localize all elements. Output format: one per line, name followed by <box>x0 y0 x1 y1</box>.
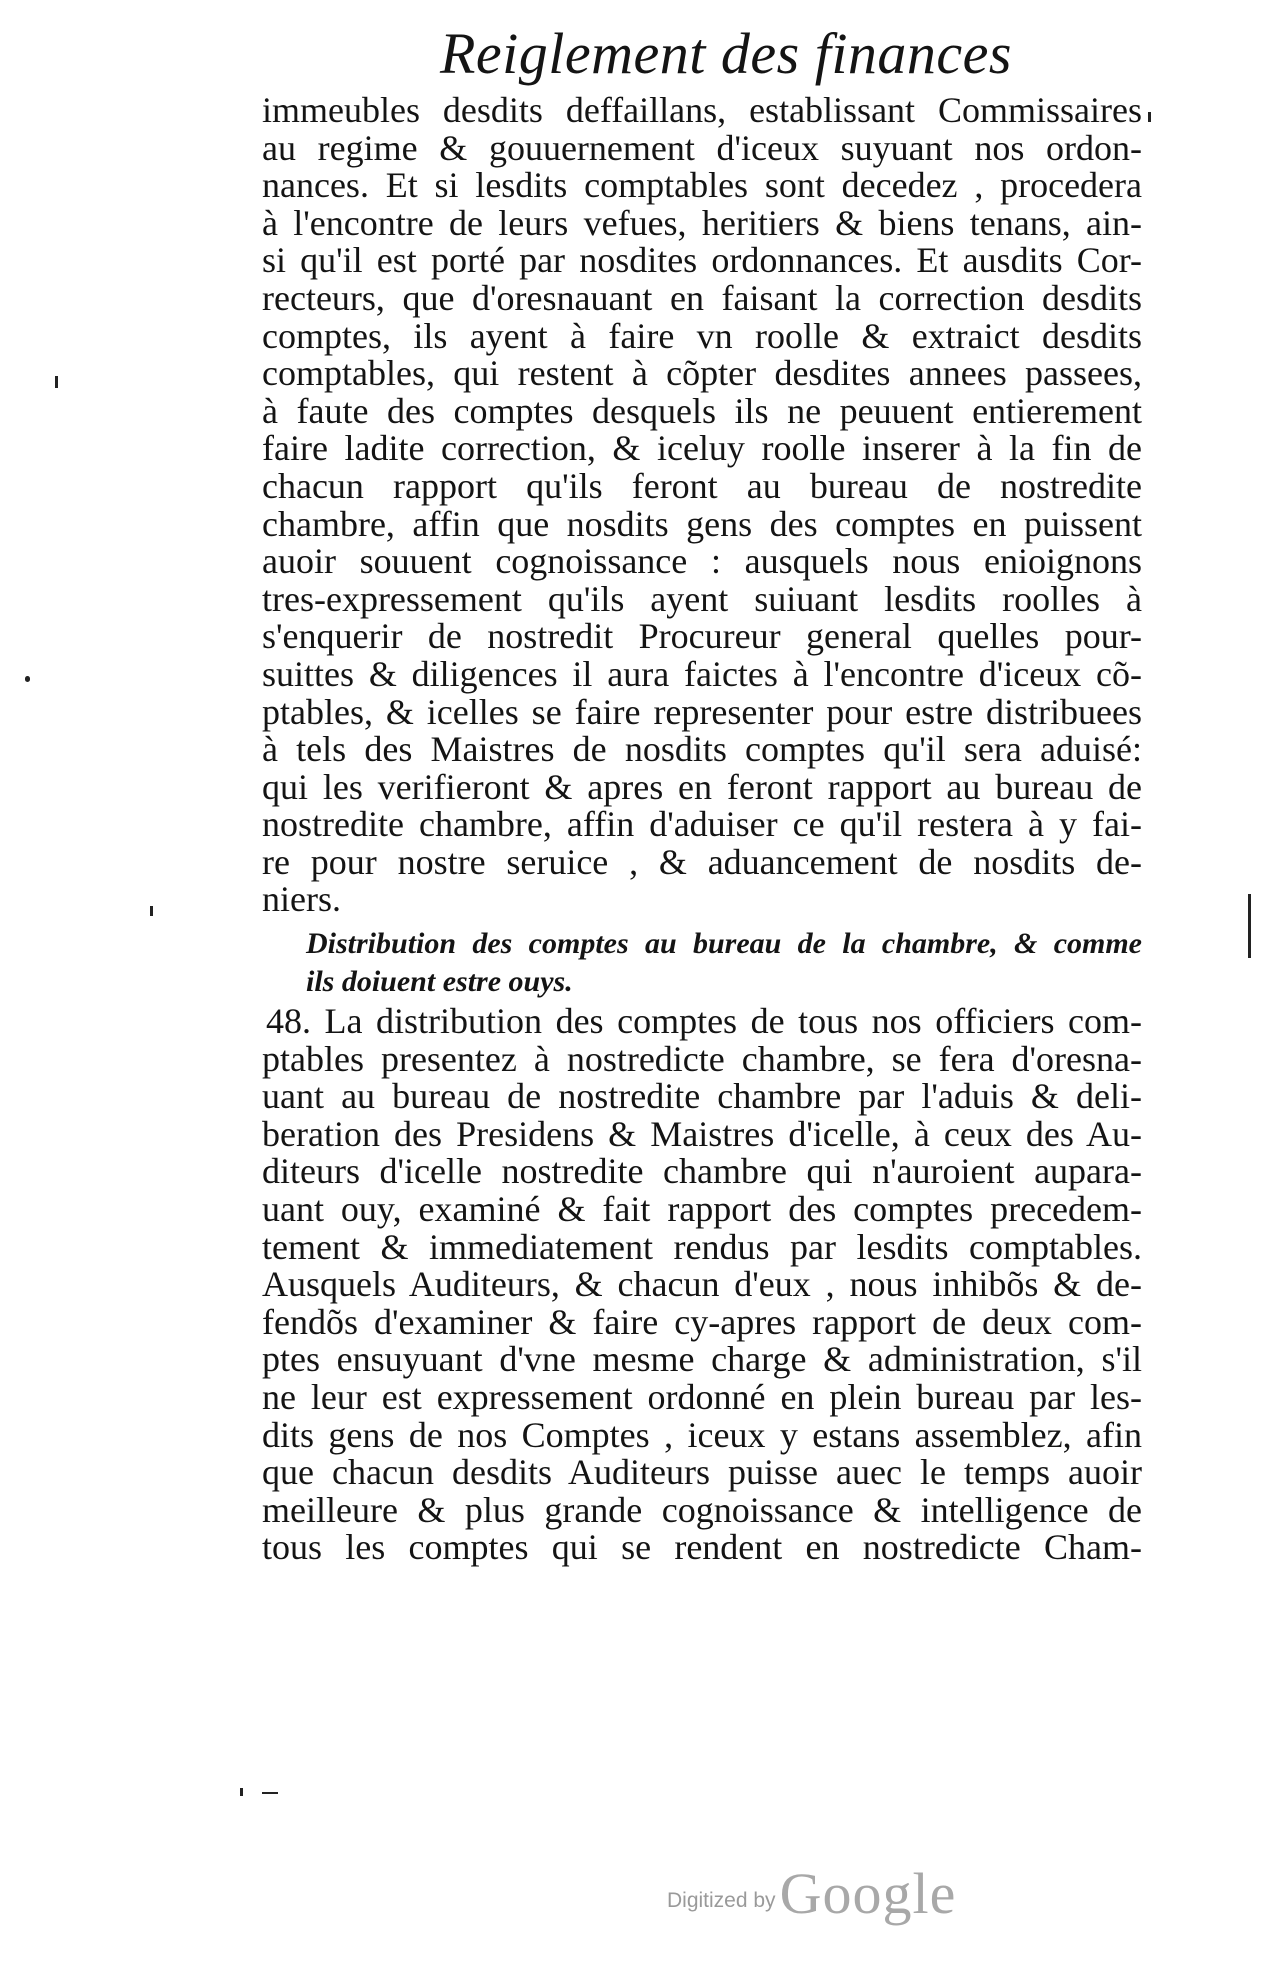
text-line: chambre, affin que nosdits gens des comptes en puissent <box>262 503 1142 544</box>
text-line: meilleure & plus grande cognoissance & intelligence de <box>262 1489 1142 1530</box>
watermark-prefix: Digitized by <box>667 1889 776 1912</box>
body-paragraph <box>262 92 1142 919</box>
text-line: immeubles desdits deffaillans, establissant Commissaires <box>262 90 1142 130</box>
text-line: nostredite chambre, affin d'aduiser ce qu'il restera à y fai- <box>262 804 1142 845</box>
text-line: à tels des Maistres de nosdits comptes qu'il sera aduisé: <box>262 729 1142 770</box>
text-line: au regime & gouuernement d'iceux suyuant nos ordon- <box>262 127 1142 168</box>
margin-speck <box>240 1788 243 1796</box>
watermark-brand: Google <box>779 1861 957 1926</box>
text-line: auoir souuent cognoissance : ausquels nous enioignons <box>262 541 1142 582</box>
heading-line: Distribution des comptes au bureau de la chambre, & comme <box>306 927 1142 961</box>
text-line: à l'encontre de leurs vefues, heritiers & biens tenans, ain- <box>262 202 1142 243</box>
text-line: fendõs d'examiner & faire cy-apres rapport de deux com- <box>262 1301 1142 1342</box>
text-line: ptables presentez à nostredicte chambre, se fera d'oresna- <box>262 1038 1142 1079</box>
text-line: chacun rapport qu'ils feront au bureau de nostredite <box>262 465 1142 506</box>
text-line: ne leur est expressement ordonné en plein bureau par les- <box>262 1377 1142 1417</box>
text-block <box>262 92 1142 1567</box>
section-heading <box>262 925 1142 1001</box>
section-paragraph <box>262 1003 1142 1567</box>
text-line: niers. <box>262 879 341 920</box>
text-line: comptes, ils ayent à faire vn roolle & extraict desdits <box>262 315 1142 356</box>
text-line: re pour nostre seruice , & aduancement de nosdits de- <box>262 841 1142 882</box>
text-line: tement & immediatement rendus par lesdits comptables. <box>262 1226 1142 1267</box>
heading-line: ils doiuent estre ouys. <box>306 965 573 999</box>
margin-speck <box>262 1792 278 1794</box>
text-line: tres-expressement qu'ils ayent suiuant lesdits roolles à <box>262 578 1142 619</box>
text-line: ptes ensuyuant d'vne mesme charge & administration, s'il <box>262 1339 1142 1380</box>
text-line: tous les comptes qui se rendent en nostredicte Cham- <box>262 1527 1142 1568</box>
text-line: faire ladite correction, & iceluy roolle inserer à la fin de <box>262 428 1142 469</box>
margin-speck <box>1248 894 1251 958</box>
margin-speck <box>25 676 30 682</box>
margin-speck <box>55 376 58 388</box>
margin-speck <box>1148 112 1151 122</box>
text-line: suittes & diligences il aura faictes à l'encontre d'iceux cõ- <box>262 653 1142 694</box>
text-line: s'enquerir de nostredit Procureur general quelles pour- <box>262 616 1142 657</box>
text-line: nances. Et si lesdits comptables sont decedez , procedera <box>262 165 1142 206</box>
text-line: uant au bureau de nostredite chambre par l'aduis & deli- <box>262 1076 1142 1117</box>
text-line: comptables, qui restent à cõpter desdites annees passees, <box>262 353 1142 394</box>
text-line: que chacun desdits Auditeurs puisse auec le temps auoir <box>262 1452 1142 1493</box>
text-line: ptables, & icelles se faire representer pour estre distribuees <box>262 691 1142 732</box>
running-title: Reiglement des finances <box>440 21 1012 86</box>
text-line: uant ouy, examiné & fait rapport des comptes precedem- <box>262 1189 1142 1230</box>
text-line: Ausquels Auditeurs, & chacun d'eux , nous inhibõs & de- <box>262 1264 1142 1305</box>
text-line: recteurs, que d'oresnauant en faisant la correction desdits <box>262 277 1142 318</box>
text-line: qui les verifieront & apres en feront rapport au bureau de <box>262 766 1142 807</box>
text-line: diteurs d'icelle nostredite chambre qui n'auroient aupara- <box>262 1151 1142 1192</box>
text-line: beration des Presidens & Maistres d'icelle, à ceux des Au- <box>262 1113 1142 1154</box>
text-line: dits gens de nos Comptes , iceux y estans assemblez, afin <box>262 1414 1142 1455</box>
margin-speck <box>150 906 153 916</box>
text-line: 48. La distribution des comptes de tous nos officiers com- <box>266 1001 1142 1042</box>
digitized-by-watermark <box>667 1860 956 1927</box>
text-line: si qu'il est porté par nosdites ordonnances. Et ausdits Cor- <box>262 240 1142 281</box>
text-line: à faute des comptes desquels ils ne peuuent entierement <box>262 390 1142 431</box>
